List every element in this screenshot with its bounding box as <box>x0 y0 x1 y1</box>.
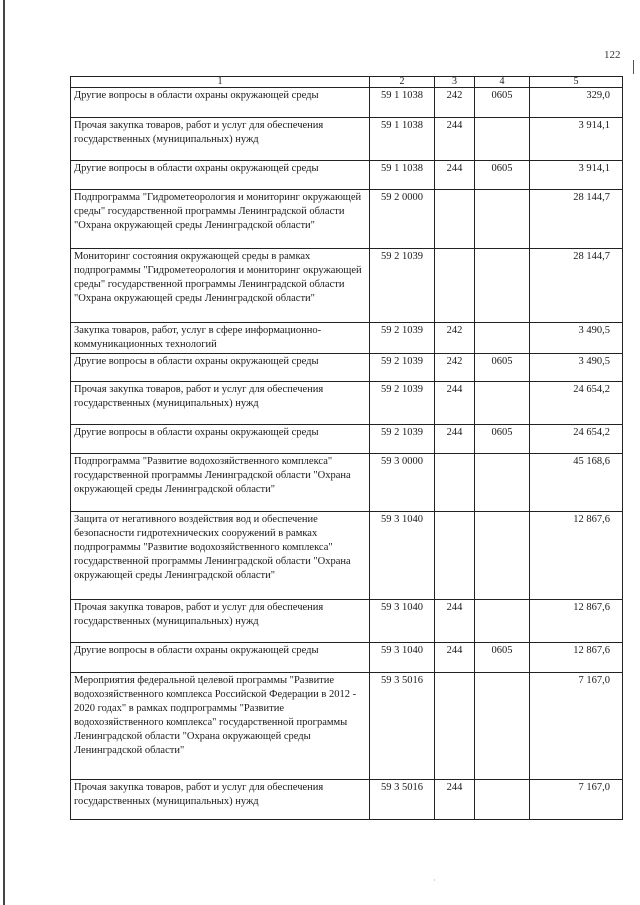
item-section <box>475 673 530 780</box>
item-section <box>475 780 530 820</box>
item-expense-type <box>435 512 475 600</box>
table-row <box>71 673 623 780</box>
item-section <box>475 190 530 249</box>
item-expense-type: 244 <box>435 643 475 673</box>
item-expense-type: 242 <box>435 88 475 118</box>
item-section: 0605 <box>475 88 530 118</box>
item-name: Другие вопросы в области охраны окружающей среды <box>71 643 370 673</box>
item-name: Другие вопросы в области охраны окружающей среды <box>71 354 370 382</box>
item-name: Прочая закупка товаров, работ и услуг для обеспечения государственных (муниципальных) нужд <box>71 118 370 161</box>
header-col-5: 5 <box>530 77 623 88</box>
table-header-row <box>71 77 623 88</box>
page-number: 122 <box>604 49 621 61</box>
header-col-2: 2 <box>370 77 435 88</box>
table-row <box>71 190 623 249</box>
table-row <box>71 600 623 643</box>
item-section <box>475 512 530 600</box>
item-code: 59 3 1040 <box>370 600 435 643</box>
item-name: Подпрограмма "Гидрометеорология и мониторинг окружающей среды" государственной программы Ленинградской области "Охрана окружающей среды Ленинградской области" <box>71 190 370 249</box>
scan-dot: · <box>433 876 436 885</box>
header-col-1: 1 <box>71 77 370 88</box>
table-row <box>71 118 623 161</box>
item-section <box>475 382 530 425</box>
item-expense-type: 244 <box>435 425 475 454</box>
item-code: 59 3 0000 <box>370 454 435 512</box>
item-code: 59 2 1039 <box>370 249 435 323</box>
item-expense-type: 244 <box>435 118 475 161</box>
item-expense-type <box>435 249 475 323</box>
item-expense-type: 242 <box>435 323 475 354</box>
item-amount: 12 867,6 <box>530 600 623 643</box>
table-row <box>71 88 623 118</box>
scan-edge <box>3 0 5 905</box>
table-row <box>71 454 623 512</box>
item-amount: 24 654,2 <box>530 425 623 454</box>
budget-table-container <box>70 76 623 820</box>
item-expense-type: 244 <box>435 780 475 820</box>
item-amount: 329,0 <box>530 88 623 118</box>
item-code: 59 3 5016 <box>370 780 435 820</box>
table-row <box>71 249 623 323</box>
item-name: Другие вопросы в области охраны окружающей среды <box>71 161 370 190</box>
item-section <box>475 249 530 323</box>
table-row <box>71 512 623 600</box>
item-code: 59 3 1040 <box>370 512 435 600</box>
item-name: Прочая закупка товаров, работ и услуг для обеспечения государственных (муниципальных) нужд <box>71 780 370 820</box>
item-section <box>475 600 530 643</box>
item-section <box>475 454 530 512</box>
item-amount: 45 168,6 <box>530 454 623 512</box>
table-row <box>71 425 623 454</box>
item-code: 59 2 1039 <box>370 425 435 454</box>
item-code: 59 2 1039 <box>370 382 435 425</box>
item-section <box>475 323 530 354</box>
item-name: Закупка товаров, работ, услуг в сфере информационно-коммуникационных технологий <box>71 323 370 354</box>
item-expense-type <box>435 673 475 780</box>
item-name: Мониторинг состояния окружающей среды в рамках подпрограммы "Гидрометеорология и мониторинг окружающей среды" государственной программы Ленинградской области "Охрана окружающей среды Ленинградской области" <box>71 249 370 323</box>
item-amount: 7 167,0 <box>530 673 623 780</box>
item-name: Другие вопросы в области охраны окружающей среды <box>71 425 370 454</box>
table-row <box>71 323 623 354</box>
item-name: Прочая закупка товаров, работ и услуг для обеспечения государственных (муниципальных) нужд <box>71 600 370 643</box>
item-expense-type <box>435 190 475 249</box>
item-amount: 3 914,1 <box>530 161 623 190</box>
item-section: 0605 <box>475 354 530 382</box>
item-expense-type: 244 <box>435 600 475 643</box>
item-amount: 28 144,7 <box>530 190 623 249</box>
table-row <box>71 354 623 382</box>
scan-mark <box>633 60 634 74</box>
item-code: 59 3 1040 <box>370 643 435 673</box>
item-code: 59 2 1039 <box>370 323 435 354</box>
item-amount: 12 867,6 <box>530 512 623 600</box>
table-row <box>71 780 623 820</box>
item-section <box>475 118 530 161</box>
item-code: 59 2 0000 <box>370 190 435 249</box>
item-expense-type: 242 <box>435 354 475 382</box>
item-expense-type: 244 <box>435 161 475 190</box>
item-code: 59 1 1038 <box>370 118 435 161</box>
item-name: Подпрограмма "Развитие водохозяйственного комплекса" государственной программы Ленинградской области "Охрана окружающей среды Ленинградской области" <box>71 454 370 512</box>
item-amount: 28 144,7 <box>530 249 623 323</box>
item-expense-type: 244 <box>435 382 475 425</box>
table-row <box>71 643 623 673</box>
item-code: 59 3 5016 <box>370 673 435 780</box>
item-amount: 12 867,6 <box>530 643 623 673</box>
item-section: 0605 <box>475 161 530 190</box>
table-row <box>71 382 623 425</box>
item-code: 59 2 1039 <box>370 354 435 382</box>
item-amount: 3 490,5 <box>530 323 623 354</box>
item-amount: 3 490,5 <box>530 354 623 382</box>
item-name: Прочая закупка товаров, работ и услуг для обеспечения государственных (муниципальных) нужд <box>71 382 370 425</box>
item-name: Мероприятия федеральной целевой программы "Развитие водохозяйственного комплекса Российской Федерации в 2012 - 2020 годах" в рамках подпрограммы "Развитие водохозяйственного комплекса" государственной программы Ленинградской области "Охрана окружающей среды Ленинградской области" <box>71 673 370 780</box>
header-col-4: 4 <box>475 77 530 88</box>
item-section: 0605 <box>475 425 530 454</box>
budget-table <box>70 76 623 820</box>
item-section: 0605 <box>475 643 530 673</box>
item-amount: 3 914,1 <box>530 118 623 161</box>
item-amount: 7 167,0 <box>530 780 623 820</box>
header-col-3: 3 <box>435 77 475 88</box>
item-amount: 24 654,2 <box>530 382 623 425</box>
item-code: 59 1 1038 <box>370 161 435 190</box>
item-code: 59 1 1038 <box>370 88 435 118</box>
item-name: Защита от негативного воздействия вод и обеспечение безопасности гидротехнических сооружений в рамках подпрограммы "Развитие водохозяйственного комплекса" государственной программы Ленинградской области "Охрана окружающей среды Ленинградской области" <box>71 512 370 600</box>
item-expense-type <box>435 454 475 512</box>
table-row <box>71 161 623 190</box>
item-name: Другие вопросы в области охраны окружающей среды <box>71 88 370 118</box>
